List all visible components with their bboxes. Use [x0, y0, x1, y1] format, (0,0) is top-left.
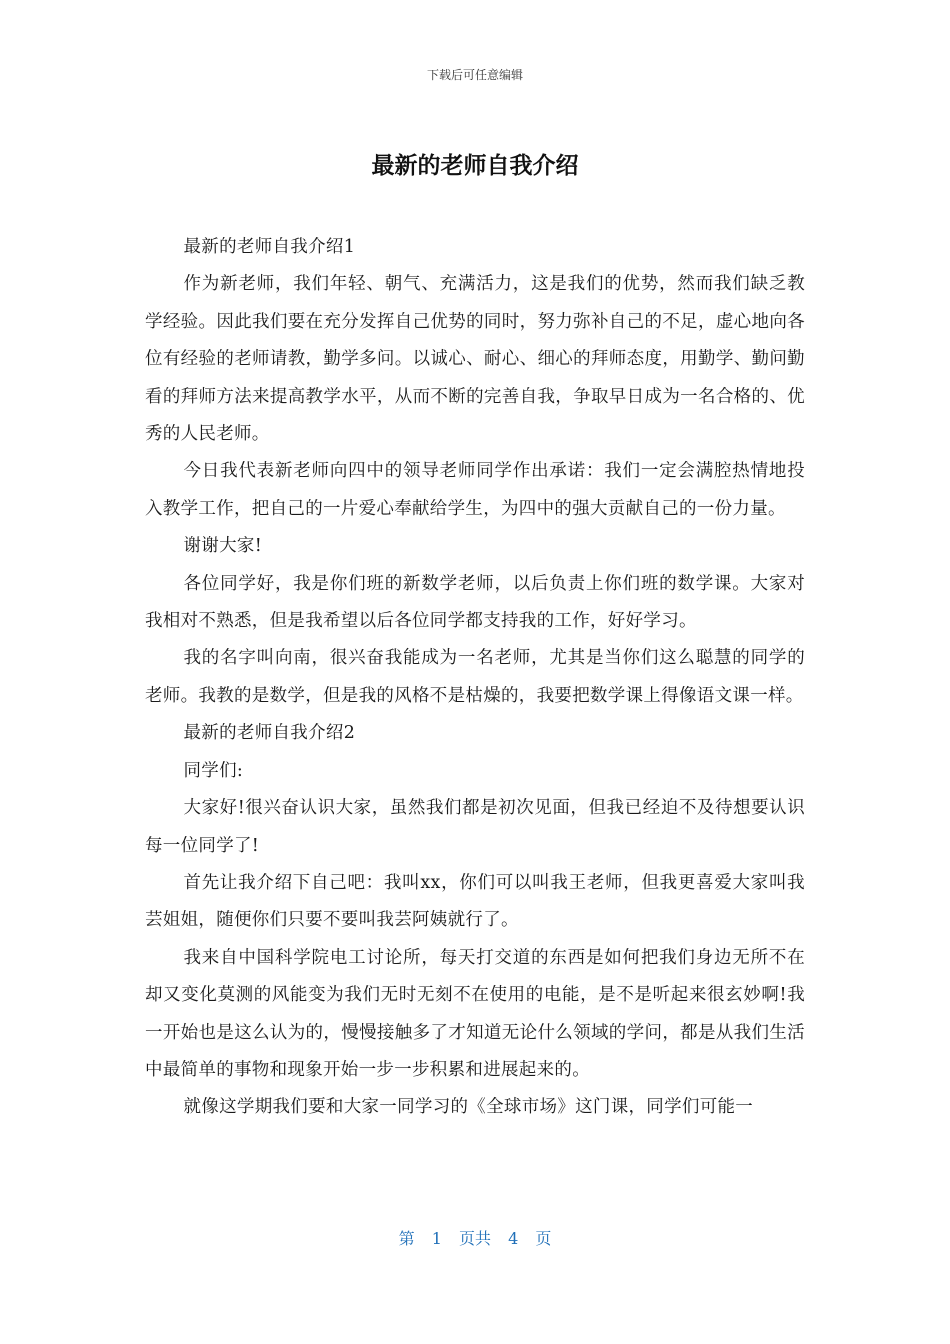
- paragraph: 我的名字叫向南，很兴奋我能成为一名老师，尤其是当你们这么聪慧的同学的老师。我教的是数学，但是我的风格不是枯燥的，我要把数学课上得像语文课一样。: [145, 648, 805, 706]
- paragraph-section-heading-1: 最新的老师自我介绍1: [183, 237, 356, 257]
- paragraph: 谢谢大家!: [183, 536, 263, 557]
- paragraph: 作为新老师，我们年轻、朝气、充满活力，这是我们的优势，然而我们缺乏教学经验。因此我们要在充分发挥自己优势的同时，努力弥补自己的不足，虚心地向各位有经验的老师请教，勤学多问。以诚心、耐心、细心的拜师态度，用勤学、勤问勤看的拜师方法来提高教学水平，从而不断的完善自我，争取早日成为一名合格的、优秀的人民老师。: [145, 274, 805, 445]
- paragraph: 大家好!很兴奋认识大家，虽然我们都是初次见面，但我已经迫不及待想要认识每一位同学了!: [145, 798, 805, 856]
- paragraph-section-heading-2: 最新的老师自我介绍2: [183, 723, 356, 744]
- paragraph: 今日我代表新老师向四中的领导老师同学作出承诺：我们一定会满腔热情地投入教学工作，把自己的一片爱心奉献给学生，为四中的强大贡献自己的一份力量。: [145, 461, 805, 519]
- paragraph: 就像这学期我们要和大家一同学习的《全球市场》这门课，同学们可能一: [183, 1097, 754, 1118]
- document-title: 最新的老师自我介绍: [371, 153, 579, 179]
- paragraph: 我来自中国科学院电工讨论所，每天打交道的东西是如何把我们身边无所不在却又变化莫测的风能变为我们无时无刻不在使用的电能，是不是听起来很玄妙啊!我一开始也是这么认为的，慢慢接触多了才知道无论什么领域的学问，都是从我们生活中最简单的事物和现象开始一步一步积累和进展起来的。: [145, 947, 805, 1080]
- paragraph: 同学们:: [183, 760, 244, 781]
- page-number-footer: 第 1 页共 4 页: [398, 1229, 552, 1248]
- page-header: 下载后可任意编辑: [426, 68, 523, 82]
- paragraph: 各位同学好，我是你们班的新数学老师，以后负责上你们班的数学课。大家对我相对不熟悉，但是我希望以后各位同学都支持我的工作，好好学习。: [145, 573, 805, 632]
- paragraph: 首先让我介绍下自己吧：我叫xx，你们可以叫我王老师，但我更喜爱大家叫我芸姐姐，随便你们只要不要叫我芸阿姨就行了。: [145, 872, 805, 931]
- document-body: [145, 229, 805, 1127]
